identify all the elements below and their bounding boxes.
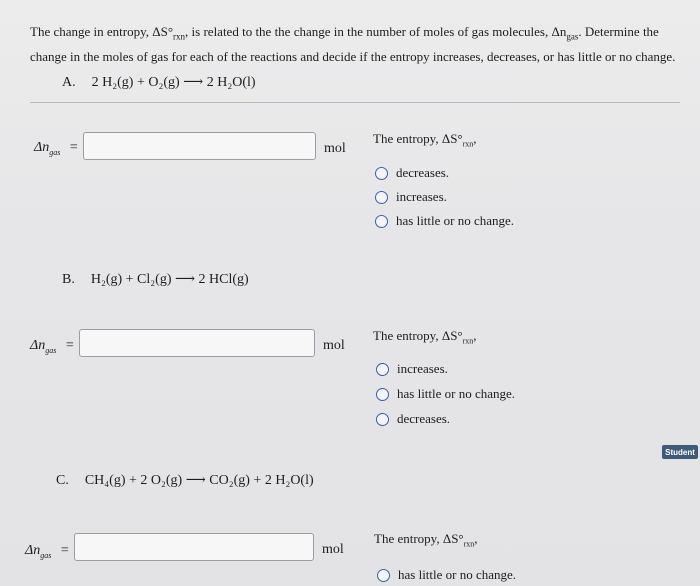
divider <box>30 102 680 103</box>
student-badge[interactable]: Student <box>662 445 698 459</box>
dn-gas-label-a: $\Delta n_{gas}$ = <box>34 140 78 157</box>
dn-gas-label-c: $\Delta n_{gas}$ = <box>25 543 69 560</box>
unit-b: mol <box>323 338 345 353</box>
dn-gas-input-a[interactable] <box>83 132 316 160</box>
reaction-a-letter: A. <box>62 75 76 90</box>
reaction-a <box>62 74 256 91</box>
option-c-1[interactable]: has little or no change. <box>377 567 516 583</box>
reaction-c: C. CH₄(g) + 2 O₂(g) ⟶ CO₂(g) + 2 H₂O(l) <box>56 473 314 488</box>
dn-gas-label-b: $\Delta n_{gas}$ = <box>30 338 74 355</box>
option-b-3[interactable]: decreases. <box>376 411 450 427</box>
radio-button[interactable] <box>376 388 389 401</box>
intro-text-3: . Determine the change in the moles of gas for each of the reactions and decide if the entropy increases, decreases, or has little or no change. <box>30 24 676 64</box>
radio-button[interactable] <box>376 413 389 426</box>
reaction-b: B. H₂(g) + Cl₂(g) ⟶ 2 HCl(g) <box>62 272 249 287</box>
reaction-c-equation: CH₄(g) + 2 O₂(g) ⟶ CO₂(g) + 2 H₂O(l) <box>84 473 314 488</box>
intro-sub-1: rxn <box>173 31 186 42</box>
intro-sub-2: gas <box>566 31 579 42</box>
unit-a: mol <box>324 141 346 156</box>
question-intro <box>30 22 680 66</box>
radio-button[interactable] <box>375 191 388 204</box>
intro-text-2: , is related to the the change in the number of moles of gas molecules, Δn <box>185 24 567 39</box>
option-a-1[interactable]: decreases. <box>375 165 449 181</box>
entropy-label-a: The entropy, $\Delta S^\circ_{rxn}$, <box>373 131 477 149</box>
radio-button[interactable] <box>375 215 388 228</box>
dn-gas-input-c[interactable] <box>74 533 314 561</box>
option-b-1[interactable]: increases. <box>376 361 448 377</box>
dn-gas-input-b[interactable] <box>79 329 315 357</box>
option-b-2[interactable]: has little or no change. <box>376 386 515 402</box>
radio-button[interactable] <box>376 363 389 376</box>
option-a-3[interactable]: has little or no change. <box>375 213 514 229</box>
reaction-b-equation: H₂(g) + Cl₂(g) ⟶ 2 HCl(g) <box>90 272 249 287</box>
entropy-label-b: The entropy, $\Delta S^\circ_{rxn}$, <box>373 328 477 346</box>
entropy-label-c: The entropy, $\Delta S^\circ_{rxn}$, <box>374 531 478 549</box>
radio-button[interactable] <box>375 167 388 180</box>
intro-text-1: The change in entropy, ΔS° <box>30 24 174 39</box>
reaction-a-equation: 2 H₂(g) + O₂(g) ⟶ 2 H₂O(l) <box>91 75 256 90</box>
option-a-2[interactable]: increases. <box>375 189 447 205</box>
radio-button[interactable] <box>377 569 390 582</box>
unit-c: mol <box>322 542 344 557</box>
